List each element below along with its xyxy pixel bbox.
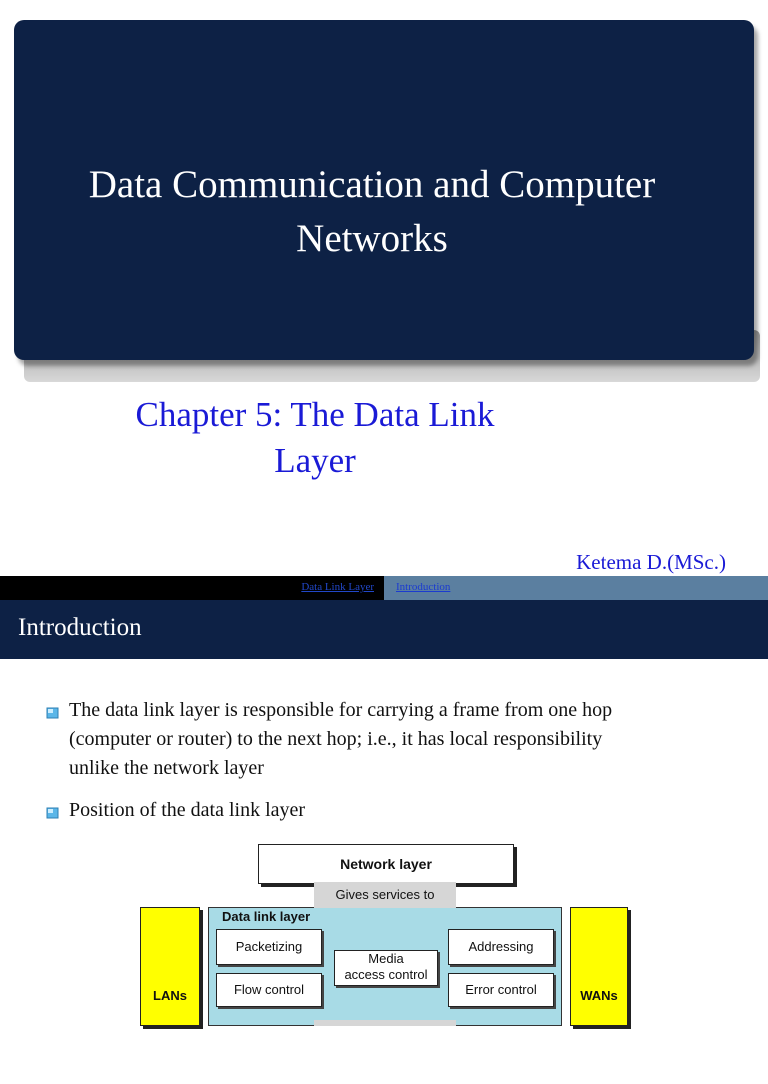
slide-navbar	[0, 576, 768, 600]
bullet-item-1	[69, 696, 719, 783]
nav-link-data-link-layer[interactable]: Data Link Layer	[301, 581, 374, 593]
title-box	[14, 20, 754, 360]
media-access-control-box	[334, 950, 438, 986]
bullet-item-2	[69, 796, 719, 825]
chapter-line-2: Layer	[274, 441, 356, 480]
square-bullet-icon	[46, 707, 60, 719]
slide-title-line-2: Networks	[296, 217, 448, 260]
nav-link-introduction[interactable]: Introduction	[396, 581, 451, 593]
section-header	[0, 600, 768, 659]
section-title: Introduction	[18, 614, 142, 641]
wans-box: WANs	[570, 907, 628, 1026]
data-link-layer-label: Data link layer	[222, 909, 311, 924]
media-access-line-2: access control	[344, 967, 428, 982]
bottom-services-strip	[314, 1020, 456, 1026]
bullet-1-line-3: unlike the network layer	[69, 757, 264, 779]
chapter-line-1: Chapter 5: The Data Link	[135, 395, 495, 434]
introduction-slide	[0, 576, 768, 1024]
chapter-heading	[105, 392, 525, 484]
gives-services-label: Gives services to	[314, 882, 456, 908]
flow-control-box: Flow control	[216, 973, 322, 1007]
author-name: Ketema D.(MSc.)	[576, 550, 726, 574]
bullet-2-line-1: Position of the data link layer	[69, 799, 306, 821]
addressing-box: Addressing	[448, 929, 554, 965]
square-bullet-icon	[46, 807, 60, 819]
slide-title	[14, 158, 730, 266]
bullet-1-line-2: (computer or router) to the next hop; i.e., it has local responsibility	[69, 728, 603, 750]
lans-box: LANs	[140, 907, 200, 1026]
slide-title-line-1: Data Communication and Computer	[88, 163, 656, 206]
error-control-box: Error control	[448, 973, 554, 1007]
packetizing-box: Packetizing	[216, 929, 322, 965]
bullet-1-line-1: The data link layer is responsible for carrying a frame from one hop	[69, 699, 613, 721]
network-layer-box: Network layer	[258, 844, 514, 884]
media-access-line-1: Media	[368, 951, 404, 966]
